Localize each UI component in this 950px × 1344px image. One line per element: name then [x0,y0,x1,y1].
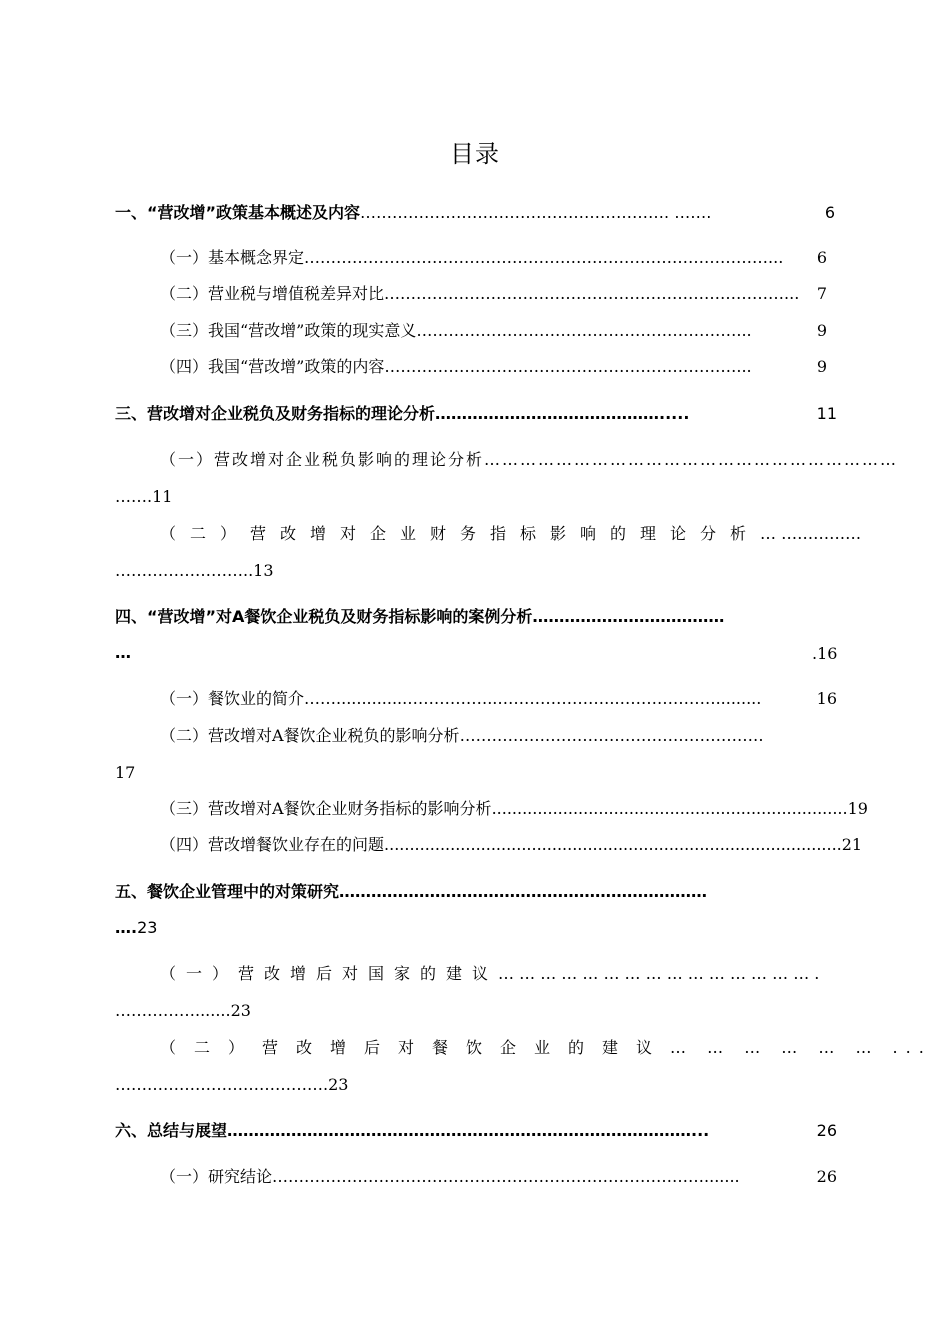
toc-entry-1-3[interactable] [160,321,827,341]
toc-entry-dots: ……………………………………………………………………………... [304,248,784,267]
toc-entry-6[interactable] [115,1121,837,1141]
toc-entry-text: （三）营改增对A餐饮企业财务指标的影响分析 [160,799,492,818]
toc-entry-page: 23 [137,918,158,937]
toc-entry-dots: … [115,643,131,662]
toc-entry-3[interactable] [115,404,837,424]
toc-entry-dots: ………………………………………………………………………....... [272,1167,740,1186]
toc-entry-text: （一）营改增后对国家的建议 [160,964,499,983]
toc-entry-dots: ..............……………..…………………..………………......... [336,689,762,708]
toc-entry-text: 一、“营改增”政策基本概述及内容 [115,203,361,222]
toc-entry-5-1-cont [115,1001,251,1021]
toc-entry-page: 9 [816,321,827,340]
toc-entry-1-1[interactable] [160,248,827,268]
toc-entry-page: 13 [253,561,274,580]
toc-entry-page: 6 [824,203,835,222]
toc-entry-4-1[interactable] [160,689,837,709]
toc-entry-dots: ……………....... [115,1001,231,1020]
toc-entry-dots: …………………………………. [115,1075,329,1094]
toc-entry-page: 16 [816,689,837,708]
toc-entry-text: （四）我国“营改增”政策的内容 [160,357,385,376]
toc-entry-dots: ………………………………………………… [459,726,764,745]
toc-entry-dots: … …………… [760,524,862,543]
toc-entry-page: 19 [847,799,868,818]
toc-entry-page: .16 [812,644,838,663]
toc-entry-page: 7 [816,284,827,303]
toc-entry-5[interactable] [115,882,837,902]
toc-entry-4-cont [115,643,131,663]
toc-entry-dots: .......................................................................................... [384,835,842,854]
toc-entry-dots: ……………………………………………………... [416,321,752,340]
page-title: 目录 [450,140,500,168]
toc-entry-1-4[interactable] [160,357,827,377]
toc-entry-6-1[interactable] [160,1167,837,1187]
toc-entry-dots: …………………….. [115,561,254,580]
toc-entry-page: 26 [816,1167,837,1186]
toc-entry-page: 23 [230,1001,251,1020]
toc-entry-text: （一）基本概念界定 [160,248,305,267]
toc-entry-4-3[interactable] [160,799,868,819]
toc-entry-text: （一）营改增对企业税负影响的理论分析 [160,450,485,469]
toc-entry-5-2-cont [115,1075,348,1095]
toc-entry-text: （一）餐饮业的简介…… [160,689,337,708]
toc-entry-page: 6 [816,248,827,267]
toc-entry-1-2[interactable] [160,284,827,304]
toc-entry-dots: …. [115,918,138,937]
toc-entry-3-2[interactable] [160,524,862,544]
toc-entry-dots: …………………………………………………………... [384,357,752,376]
toc-entry-page: 11 [152,487,173,506]
toc-entry-dots: … … … … … … ... [670,1038,932,1057]
toc-entry-text: （二）营改增对A餐饮企业税负的影响分析 [160,726,460,745]
toc-entry-5-cont [115,918,157,938]
toc-entry-text: 四、“营改增”对A餐饮企业税负及财务指标影响的案例分析 [115,607,533,626]
toc-entry-text: 六、总结与展望 [115,1121,228,1140]
toc-entry-dots: ...................................................................... [491,799,848,818]
toc-entry-4[interactable] [115,607,837,627]
toc-entry-3-1[interactable]: （一）营改增对企业税负影响的理论分析 ………………………………………… ………………… [160,450,899,469]
toc-entry-text: （二）营改增后对餐饮企业的建议 [160,1038,671,1057]
toc-entry-1[interactable] [115,203,835,223]
toc-entry-dots: ……………………………………..... [435,404,690,423]
toc-entry-3-2-cont [115,561,274,581]
toc-entry-page: 26 [816,1121,837,1140]
toc-entry-text: 三、营改增对企业税负及财务指标的理论分析 [115,404,436,423]
toc-entry-page: 11 [816,404,837,423]
toc-entry-text: （二）营改增对企业财务指标影响的理论分析 [160,524,761,543]
toc-entry-dots: ……………………………… [532,607,725,626]
toc-entry-dots: …………………………………………………………………... [384,284,800,303]
toc-entry-page: 17 [115,763,136,782]
toc-entry-dots: ……. [115,487,153,506]
toc-entry-4-2[interactable] [160,726,837,746]
toc-entry-page: 23 [328,1075,349,1094]
toc-entry-text: 五、餐饮企业管理中的对策研究 [115,882,340,901]
toc-entry-dots: …………………………………………………. ……. [360,203,712,222]
toc-entry-5-2[interactable] [160,1038,932,1058]
toc-entry-text: （三）我国“营改增”政策的现实意义 [160,321,417,340]
toc-entry-4-4[interactable] [160,835,863,855]
toc-entry-5-1[interactable] [160,964,837,984]
toc-entry-page: 21 [841,835,863,854]
toc-entry-text: （一）研究结论 [160,1167,273,1186]
toc-entry-dots: … … … … … … … … … … … … … … … . [498,964,820,983]
toc-entry-dots: …………………………………………………………… [339,882,708,901]
toc-entry-text: （四）营改增餐饮业存在的问题 [160,835,385,854]
toc-entry-dots: ………………………………………… [484,450,773,469]
toc-entry-text: （二）营业税与增值税差异对比 [160,284,385,303]
toc-entry-page: 9 [816,357,827,376]
toc-entry-dots: ……………………………………………………………………………... [227,1121,710,1140]
toc-entry-3-1-cont [115,487,172,507]
